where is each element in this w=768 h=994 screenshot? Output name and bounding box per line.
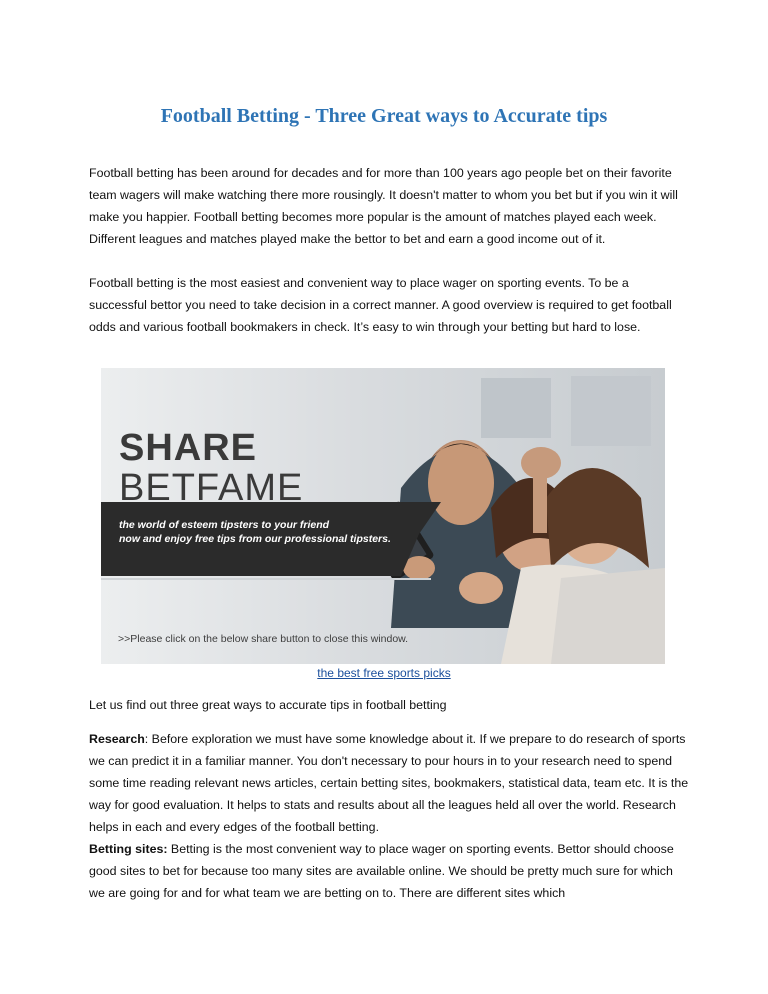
research-lead: Research bbox=[89, 732, 145, 746]
betting-sites-text: Betting is the most convenient way to place wager on sporting events. Bettor should choose good sites to bet for because too many sites are available online. We should be pretty much sure for which we are going for and for what team we are betting on to. There are different sites which bbox=[89, 842, 674, 900]
betting-sites-lead: Betting sites: bbox=[89, 842, 168, 856]
brand-line-betfame: BETFAME bbox=[119, 467, 304, 509]
intro-paragraph: Football betting has been around for decades and for more than 100 years ago people bet on their favorite team wagers will make watching there more rousingly. It doesn't matter to whom you bet but if you win it will make you happier. Football betting becomes more popular is the amount of matches played each week. Different leagues and matches played make the bettor to bet and earn a good income out of it. bbox=[89, 166, 678, 246]
ways-intro-paragraph: Let us find out three great ways to accurate tips in football betting bbox=[89, 698, 447, 712]
betting-sites-paragraph bbox=[89, 838, 689, 904]
second-paragraph: Football betting is the most easiest and convenient way to place wager on sporting events. To be a successful bettor you need to take decision in a correct manner. A good overview is required to get football odds and various football bookmakers in check. It’s easy to win through your betting but hard to lose. bbox=[89, 276, 672, 334]
brand-line-share: SHARE bbox=[119, 427, 258, 469]
banner-line-2: now and enjoy free tips from our professional tipsters. bbox=[119, 533, 391, 545]
hero-image bbox=[101, 368, 665, 664]
share-note: >>Please click on the below share button to close this window. bbox=[118, 633, 409, 645]
research-text: : Before exploration we must have some knowledge about it. If we prepare to do research of sports we can predict it in a familiar manner. You don't necessary to pour hours in to your research need to spend some time reading relevant news articles, certain betting sites, bookmakers, statistical data, team etc. It is the way for good evaluation. It helps to stats and results about all the leagues held all over the world. Research helps in each and every edges of the football betting. bbox=[89, 732, 689, 834]
banner-line-1: the world of esteem tipsters to your friend bbox=[119, 519, 330, 531]
brand-logo-text bbox=[119, 428, 303, 508]
banner-tagline bbox=[119, 518, 399, 546]
research-paragraph bbox=[89, 728, 689, 838]
hero-photo-graphic bbox=[101, 368, 665, 664]
document-title: Football Betting - Three Great ways to Accurate tips bbox=[160, 105, 608, 127]
sports-picks-link[interactable]: the best free sports picks bbox=[317, 666, 451, 680]
